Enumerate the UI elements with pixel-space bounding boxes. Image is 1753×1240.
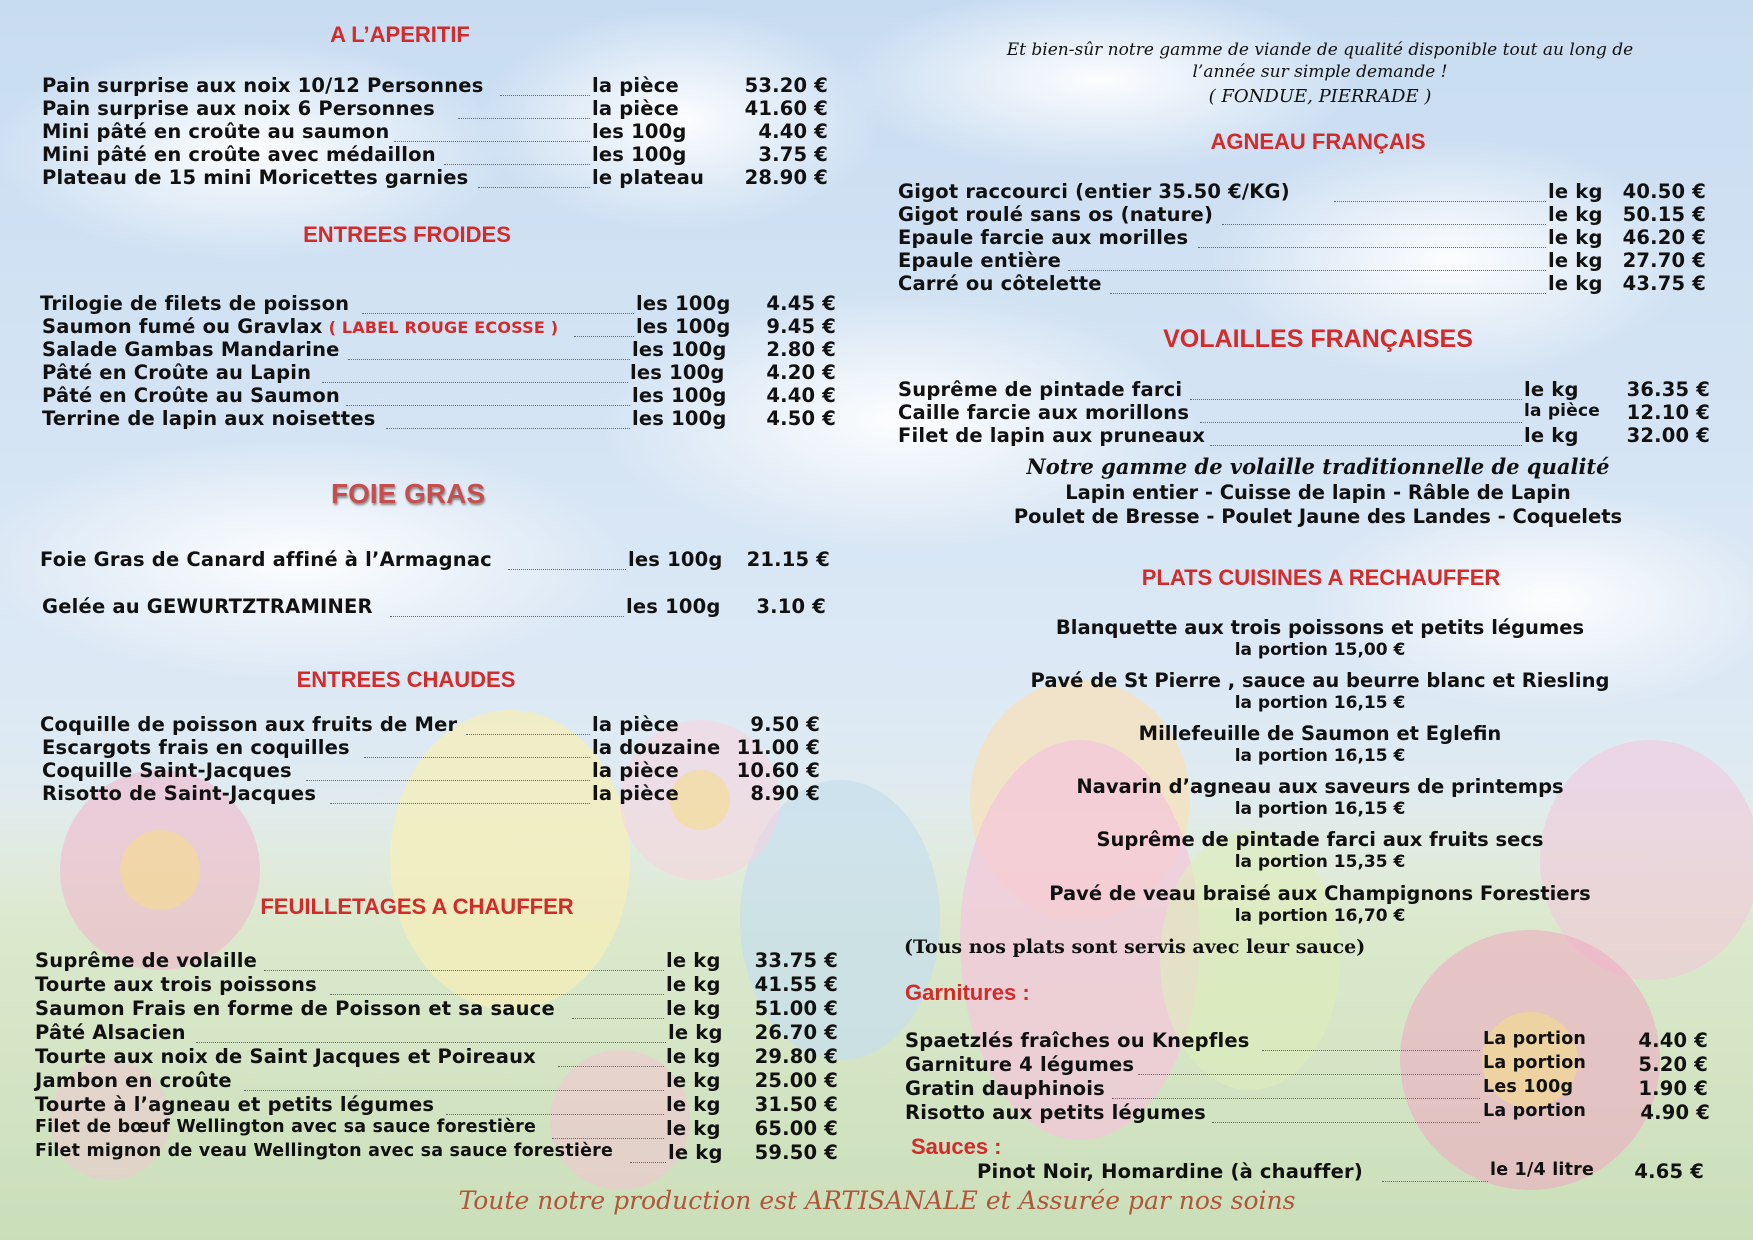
item-unit: la pièce [592, 782, 679, 805]
menu-item [0, 1053, 1753, 1077]
item-price: 46.20 € [1622, 226, 1706, 249]
dot-leader [1190, 378, 1522, 400]
item-name-with-tag [42, 315, 558, 338]
plat-portion: la portion 16,15 € [1234, 746, 1406, 766]
item-unit: le kg [1548, 203, 1603, 226]
dot-leader [364, 736, 590, 758]
section-title-feuilletages: FEUILLETAGES A CHAUFFER [260, 894, 574, 919]
menu-item [0, 378, 1753, 402]
menu-item [0, 1077, 1753, 1101]
item-name: Risotto aux petits légumes [905, 1101, 1206, 1124]
plat-name: Pavé de St Pierre , sauce au beurre blanc et Riesling [1030, 669, 1610, 692]
plat-name: Suprême de pintade farci aux fruits secs [1096, 828, 1544, 851]
section-title-agneau: AGNEAU FRANÇAIS [1210, 129, 1426, 154]
section-title-plats: PLATS CUISINES A RECHAUFFER [1141, 565, 1501, 590]
dot-leader [1198, 226, 1546, 248]
dot-leader [1334, 180, 1546, 202]
item-unit: le kg [666, 973, 721, 996]
item-unit: les 100g [636, 315, 731, 338]
item-price: 4.20 € [766, 361, 836, 384]
section-title-foie-gras: FOIE GRAS [330, 478, 485, 509]
item-unit: la pièce [592, 97, 679, 120]
item-unit: les 100g [592, 120, 687, 143]
menu-item [0, 973, 900, 997]
item-name: Carré ou côtelette [898, 272, 1102, 295]
item-name: Caille farcie aux morillons [898, 401, 1190, 424]
item-unit: le kg [668, 1021, 723, 1044]
item-name: Epaule farcie aux morilles [898, 226, 1189, 249]
item-name: Pain surprise aux noix 6 Personnes [42, 97, 435, 120]
item-price: 41.60 € [744, 97, 828, 120]
section-title-sauces: Sauces : [911, 1134, 1002, 1159]
item-price: 50.15 € [1622, 203, 1706, 226]
item-name: Mini pâté en croûte au saumon [42, 120, 390, 143]
dot-leader [458, 97, 590, 119]
dot-leader [572, 997, 664, 1019]
dot-leader [1262, 1029, 1480, 1051]
item-price: 12.10 € [1626, 401, 1710, 424]
dot-leader [390, 595, 624, 617]
item-unit: le kg [1524, 378, 1579, 401]
item-unit: le 1/4 litre [1490, 1160, 1595, 1180]
item-price: 27.70 € [1622, 249, 1706, 272]
intro-line-1: Et bien-sûr notre gamme de viande de qualité disponible tout au long de [1006, 40, 1634, 60]
item-unit: la douzaine [592, 736, 721, 759]
menu-item [0, 120, 900, 144]
item-unit: les 100g [626, 595, 721, 618]
item-name: Salade Gambas Mandarine [42, 338, 340, 361]
item-name: Gelée au GEWURTZTRAMINER [42, 595, 373, 618]
menu-item [0, 249, 1753, 273]
volailles-line-2: Poulet de Bresse - Poulet Jaune des Landes - Coquelets [1013, 505, 1623, 528]
item-price: 28.90 € [744, 166, 828, 189]
item-name: Epaule entière [898, 249, 1061, 272]
menu-item [0, 997, 900, 1021]
item-name: Escargots frais en coquilles [42, 736, 350, 759]
item-name: Tourte aux noix de Saint Jacques et Poireaux [35, 1045, 536, 1068]
item-unit: La portion [1483, 1029, 1587, 1049]
item-name: Garniture 4 légumes [905, 1053, 1135, 1076]
dot-leader [1222, 203, 1546, 225]
intro-line-2: l’année sur simple demande ! [1192, 62, 1448, 82]
dot-leader [500, 74, 590, 96]
item-name: Filet de lapin aux pruneaux [898, 424, 1206, 447]
item-name: Terrine de lapin aux noisettes [42, 407, 376, 430]
menu-item [0, 315, 900, 339]
intro-line-3: ( FONDUE, PIERRADE ) [1208, 86, 1432, 107]
item-price: 43.75 € [1622, 272, 1706, 295]
item-price: 9.50 € [750, 713, 820, 736]
menu-item [0, 759, 900, 783]
plat-portion: la portion 16,15 € [1234, 693, 1406, 713]
item-name: Plateau de 15 mini Moricettes garnies [42, 166, 469, 189]
item-name: Pâté en Croûte au Lapin [42, 361, 312, 384]
item-name: Coquille Saint-Jacques [42, 759, 292, 782]
item-price: 3.10 € [756, 595, 826, 618]
item-unit: le kg [668, 1141, 723, 1164]
item-unit: le kg [1524, 424, 1579, 447]
plat-portion: la portion 16,15 € [1234, 799, 1406, 819]
item-unit: le kg [666, 997, 721, 1020]
item-unit: les 100g [632, 338, 727, 361]
dot-leader [1210, 424, 1522, 446]
item-unit: le kg [666, 949, 721, 972]
menu-item [0, 180, 1753, 204]
item-price: 4.40 € [1638, 1029, 1708, 1052]
item-price: 59.50 € [754, 1141, 838, 1164]
item-name: Spaetzlés fraîches ou Knepfles [905, 1029, 1250, 1052]
menu-item [0, 782, 900, 806]
item-price: 65.00 € [754, 1117, 838, 1140]
menu-item [0, 97, 900, 121]
item-price: 53.20 € [744, 74, 828, 97]
item-name: Jambon en croûte [35, 1069, 232, 1092]
item-name: Mini pâté en croûte avec médaillon [42, 143, 436, 166]
item-unit: le kg [666, 1093, 721, 1116]
item-unit: le kg [1548, 226, 1603, 249]
item-price: 4.65 € [1634, 1160, 1704, 1183]
item-name: Saumon fumé ou Gravlax [42, 315, 323, 338]
item-unit: les 100g [632, 384, 727, 407]
item-name: Filet de bœuf Wellington avec sa sauce forestière [35, 1117, 537, 1137]
section-title-volailles: VOLAILLES FRANÇAISES [1163, 325, 1473, 353]
menu-item [0, 424, 1753, 448]
dot-leader [1112, 1077, 1480, 1099]
item-price: 31.50 € [754, 1093, 838, 1116]
dot-leader [1212, 1101, 1480, 1123]
item-price: 41.55 € [754, 973, 838, 996]
item-name: Suprême de volaille [35, 949, 258, 972]
dot-leader [466, 713, 590, 735]
item-name: Tourte aux trois poissons [35, 973, 317, 996]
menu-item [0, 203, 1753, 227]
item-unit: les 100g [632, 407, 727, 430]
item-price: 51.00 € [754, 997, 838, 1020]
item-price: 8.90 € [750, 782, 820, 805]
item-unit: La portion [1483, 1101, 1587, 1121]
item-unit: le plateau [592, 166, 705, 189]
item-unit: le kg [666, 1045, 721, 1068]
item-price: 4.45 € [766, 292, 836, 315]
plat-name: Blanquette aux trois poissons et petits légumes [1055, 616, 1585, 639]
item-price: 4.90 € [1640, 1101, 1710, 1124]
dot-leader [394, 120, 590, 142]
menu-item [0, 1160, 1753, 1184]
dot-leader [1110, 272, 1546, 294]
item-name: Pâté Alsacien [35, 1021, 186, 1044]
dot-leader [508, 548, 626, 570]
dot-leader [574, 315, 634, 337]
plat-name: Navarin d’agneau aux saveurs de printemps [1076, 775, 1564, 798]
dot-leader [1138, 1053, 1480, 1075]
plat-portion: la portion 16,70 € [1234, 906, 1406, 926]
menu-item [0, 226, 1753, 250]
item-name: Tourte à l’agneau et petits légumes [35, 1093, 435, 1116]
item-name: Gigot roulé sans os (nature) [898, 203, 1214, 226]
dot-leader [1382, 1160, 1488, 1182]
item-unit: la pièce [1524, 401, 1600, 421]
item-unit: le kg [1548, 272, 1603, 295]
item-unit: Les 100g [1483, 1077, 1574, 1097]
dot-leader [1200, 401, 1522, 423]
volailles-subtitle: Notre gamme de volaille traditionnelle de qualité [1026, 454, 1610, 479]
item-price: 4.40 € [766, 384, 836, 407]
item-name: Pinot Noir, Homardine (à chauffer) [977, 1160, 1363, 1183]
item-price: 3.75 € [758, 143, 828, 166]
item-unit: le kg [666, 1117, 721, 1140]
section-title-entrees-chaudes: ENTREES CHAUDES [296, 667, 516, 692]
item-price: 32.00 € [1626, 424, 1710, 447]
item-unit: La portion [1483, 1053, 1587, 1073]
item-name: Saumon Frais en forme de Poisson et sa sauce [35, 997, 555, 1020]
item-unit: la pièce [592, 713, 679, 736]
item-unit: les 100g [628, 548, 723, 571]
section-title-garnitures: Garnitures : [905, 980, 1030, 1005]
item-price: 36.35 € [1626, 378, 1710, 401]
item-price: 29.80 € [754, 1045, 838, 1068]
dot-leader [444, 143, 590, 165]
dot-leader [330, 782, 590, 804]
item-unit: la pièce [592, 74, 679, 97]
plat-portion: la portion 15,00 € [1234, 640, 1406, 660]
item-price: 4.50 € [766, 407, 836, 430]
menu-item [0, 272, 1753, 296]
item-price: 40.50 € [1622, 180, 1706, 203]
plat-portion: la portion 15,35 € [1234, 852, 1406, 872]
dot-leader [330, 973, 664, 995]
item-name: Pâté en Croûte au Saumon [42, 384, 341, 407]
item-price: 4.40 € [758, 120, 828, 143]
item-unit: le kg [666, 1069, 721, 1092]
item-price: 25.00 € [754, 1069, 838, 1092]
item-unit: le kg [1548, 249, 1603, 272]
dot-leader [348, 338, 630, 360]
item-unit: les 100g [636, 292, 731, 315]
menu-item [0, 548, 900, 572]
footer-tagline: Toute notre production est ARTISANALE et Assurée par nos soins [458, 1186, 1296, 1215]
item-price: 2.80 € [766, 338, 836, 361]
item-name: Pain surprise aux noix 10/12 Personnes [42, 74, 484, 97]
menu-item [0, 736, 900, 760]
item-unit: les 100g [630, 361, 725, 384]
plat-name: Pavé de veau braisé aux Champignons Forestiers [1049, 882, 1591, 905]
dot-leader [264, 949, 664, 971]
item-price: 1.90 € [1638, 1077, 1708, 1100]
item-price: 9.45 € [766, 315, 836, 338]
label-rouge-tag: ( LABEL ROUGE ECOSSE ) [328, 318, 559, 337]
item-price: 11.00 € [736, 736, 820, 759]
menu-item [0, 1029, 1753, 1053]
item-price: 33.75 € [754, 949, 838, 972]
item-name: Gratin dauphinois [905, 1077, 1105, 1100]
item-unit: la pièce [592, 759, 679, 782]
item-price: 5.20 € [1638, 1053, 1708, 1076]
item-name: Filet mignon de veau Wellington avec sa sauce forestière [35, 1141, 614, 1161]
item-name: Trilogie de filets de poisson [40, 292, 350, 315]
menu-item [0, 595, 900, 619]
item-unit: le kg [1548, 180, 1603, 203]
item-price: 21.15 € [746, 548, 830, 571]
item-price: 10.60 € [736, 759, 820, 782]
section-title-entrees-froides: ENTREES FROIDES [303, 222, 511, 247]
plats-sauce-note: (Tous nos plats sont servis avec leur sauce) [904, 936, 1366, 958]
dot-leader [1068, 249, 1546, 271]
item-unit: les 100g [592, 143, 687, 166]
menu-item [0, 949, 900, 973]
volailles-line-1: Lapin entier - Cuisse de lapin - Râble de Lapin [1065, 481, 1571, 504]
item-name: Coquille de poisson aux fruits de Mer [40, 713, 458, 736]
menu-item [0, 338, 900, 362]
item-name: Foie Gras de Canard affiné à l’Armagnac [40, 548, 492, 571]
item-price: 26.70 € [754, 1021, 838, 1044]
menu-item [0, 713, 900, 737]
section-title-aperitif: A L’APERITIF [330, 22, 470, 47]
menu-item [0, 401, 1753, 425]
item-name: Gigot raccourci (entier 35.50 €/KG) [898, 180, 1290, 203]
dot-leader [306, 759, 590, 781]
plat-name: Millefeuille de Saumon et Eglefin [1138, 722, 1502, 745]
menu-item [0, 74, 900, 98]
menu-item [0, 143, 900, 167]
menu-item [0, 1101, 1753, 1125]
item-name: Risotto de Saint-Jacques [42, 782, 317, 805]
item-name: Suprême de pintade farci [898, 378, 1183, 401]
